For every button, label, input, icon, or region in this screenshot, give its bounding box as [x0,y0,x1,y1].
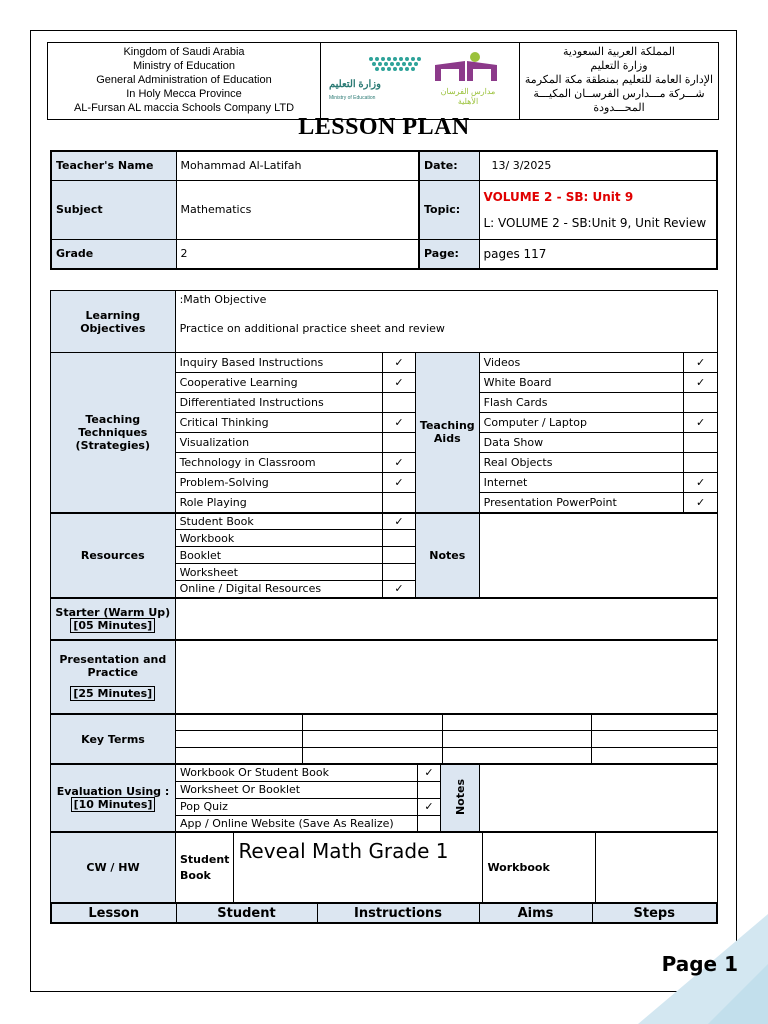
date-value: 13/ 3/2025 [479,151,717,180]
technique-check[interactable] [383,493,416,513]
page-number: Page 1 [661,952,738,976]
evaluation-notes-area[interactable] [480,764,718,832]
technique-check[interactable]: ✓ [383,353,416,373]
objective-line: Practice on additional practice sheet and review [179,322,445,335]
key-term-cell[interactable] [176,730,303,747]
aid-check[interactable]: ✓ [684,413,718,433]
topic-value [479,180,717,239]
teacher-label: Teacher's Name [51,151,176,180]
technique-check[interactable] [383,433,416,453]
cwhw-table [50,831,718,904]
aid-check[interactable] [684,433,718,453]
header-ar-line: المحـــدودة [593,102,645,114]
technique-check[interactable] [383,393,416,413]
technique-item: Critical Thinking [175,413,383,433]
aid-item: Presentation PowerPoint [479,493,683,513]
workbook-value[interactable] [596,832,718,903]
header-logos [321,43,520,119]
key-term-cell[interactable] [303,714,443,730]
aid-check[interactable]: ✓ [684,493,718,513]
resources-label: Resources [51,513,176,598]
starter-label [51,598,176,640]
school-logo-text: مدارس الفرسان الأهلية [440,87,496,106]
page-title: LESSON PLAN [298,114,470,140]
evaluation-item: Workbook Or Student Book [176,764,418,781]
grade-value: 2 [176,239,419,269]
evaluation-notes-label [441,764,480,832]
aid-check[interactable]: ✓ [684,473,718,493]
evaluation-item: Pop Quiz [176,798,418,815]
steps-header-table [50,902,718,924]
techniques-label: Teaching Techniques (Strategies) [51,353,176,513]
resources-notes-area[interactable] [479,513,717,598]
header-ar-line: شـــركة مـــدارس الفرســان المكيـــة [533,88,705,100]
date-label: Date: [419,151,479,180]
aid-check[interactable]: ✓ [684,373,718,393]
key-term-cell[interactable] [303,747,443,764]
objective-line: :Math Objective [179,293,267,306]
aid-check[interactable] [684,393,718,413]
ministry-logo-en: Ministry of Education [329,95,376,101]
page-value: pages 117 [479,239,717,269]
workbook-label: Workbook [483,832,596,903]
evaluation-check[interactable] [418,781,441,798]
key-term-cell[interactable] [176,747,303,764]
starter-content[interactable] [175,598,717,640]
school-logo [431,51,501,85]
grade-label: Grade [51,239,176,269]
key-term-cell[interactable] [176,714,303,730]
technique-item: Problem-Solving [175,473,383,493]
key-term-cell[interactable] [443,714,592,730]
aids-label: Teaching Aids [415,353,479,513]
header-arabic [520,43,718,119]
objectives-label: Learning Objectives [51,291,176,353]
key-term-cell[interactable] [592,730,718,747]
key-term-cell[interactable] [303,730,443,747]
resources-notes-label: Notes [415,513,479,598]
topic-lesson: L: VOLUME 2 - SB:Unit 9, Unit Review [483,215,707,230]
subject-value: Mathematics [176,180,419,239]
technique-check[interactable]: ✓ [383,373,416,393]
technique-check[interactable]: ✓ [383,413,416,433]
technique-item: Cooperative Learning [175,373,383,393]
header-en-line: AL-Fursan AL maccia Schools Company LTD [73,102,295,114]
evaluation-check[interactable]: ✓ [418,764,441,781]
key-term-cell[interactable] [592,747,718,764]
evaluation-notes-text: Notes [453,778,467,815]
evaluation-check[interactable] [418,815,441,832]
starter-title: Starter (Warm Up) [55,605,171,619]
technique-check[interactable]: ✓ [383,453,416,473]
col-student: Student [176,903,317,923]
resource-check[interactable] [383,547,416,564]
key-term-cell[interactable] [592,714,718,730]
col-aims: Aims [479,903,592,923]
header-english [48,43,321,119]
evaluation-item: App / Online Website (Save As Realize) [176,815,418,832]
aid-item: White Board [479,373,683,393]
aid-item: Internet [479,473,683,493]
resource-check[interactable] [383,530,416,547]
header-ar-line: وزارة التعليم [590,60,648,72]
presentation-content[interactable] [175,640,717,714]
presentation-title: Presentation and Practice [59,653,167,680]
evaluation-item: Worksheet Or Booklet [176,781,418,798]
student-book-value: Reveal Math Grade 1 [234,832,483,903]
key-term-cell[interactable] [443,730,592,747]
info-table [50,150,718,270]
header-en-line: In Holy Mecca Province [126,88,242,100]
presentation-time: [25 Minutes] [70,686,155,701]
cwhw-label: CW / HW [51,832,176,903]
key-terms-label: Key Terms [51,714,176,764]
aid-item: Flash Cards [479,393,683,413]
topic-unit: VOLUME 2 - SB: Unit 9 [483,189,634,204]
student-book-label: Student Book [176,832,234,903]
objectives-value [175,291,717,353]
aid-check[interactable] [684,453,718,473]
page-label: Page: [419,239,479,269]
header-en-line: Kingdom of Saudi Arabia [123,46,245,58]
presentation-label [51,640,176,714]
technique-check[interactable]: ✓ [383,473,416,493]
technique-item: Role Playing [175,493,383,513]
resource-item: Booklet [175,547,383,564]
evaluation-time: [10 Minutes] [71,797,156,812]
resource-item: Workbook [175,530,383,547]
col-instructions: Instructions [317,903,479,923]
resource-item: Online / Digital Resources [175,581,383,598]
topic-label: Topic: [419,180,479,239]
header-en-line: Ministry of Education [132,60,236,72]
resource-item: Worksheet [175,564,383,581]
technique-item: Inquiry Based Instructions [175,353,383,373]
key-term-cell[interactable] [443,747,592,764]
evaluation-label [51,764,176,832]
col-lesson: Lesson [51,903,176,923]
subject-label: Subject [51,180,176,239]
resource-check[interactable]: ✓ [383,513,416,530]
ministry-logo-ar: وزارة التعليم [329,79,381,90]
aid-item: Real Objects [479,453,683,473]
header-ar-line: المملكة العربية السعودية [563,46,675,58]
resource-check[interactable]: ✓ [383,581,416,598]
starter-time: [05 Minutes] [70,618,155,633]
header-ar-line: الإدارة العامة للتعليم بمنطقة مكة المكرمة [524,74,714,86]
resource-check[interactable] [383,564,416,581]
aid-check[interactable]: ✓ [684,353,718,373]
technique-item: Differentiated Instructions [175,393,383,413]
plan-table [50,290,718,714]
col-steps: Steps [592,903,717,923]
evaluation-title: Evaluation Using : [56,785,170,799]
evaluation-check[interactable]: ✓ [418,798,441,815]
technique-item: Technology in Classroom [175,453,383,473]
resource-item: Student Book [175,513,383,530]
technique-item: Visualization [175,433,383,453]
aid-item: Videos [479,353,683,373]
evaluation-table [50,763,718,833]
header-en-line: General Administration of Education [96,74,272,86]
aid-item: Computer / Laptop [479,413,683,433]
aid-item: Data Show [479,433,683,453]
teacher-value: Mohammad Al-Latifah [176,151,419,180]
school-header [47,42,719,120]
key-terms-table [50,713,718,765]
